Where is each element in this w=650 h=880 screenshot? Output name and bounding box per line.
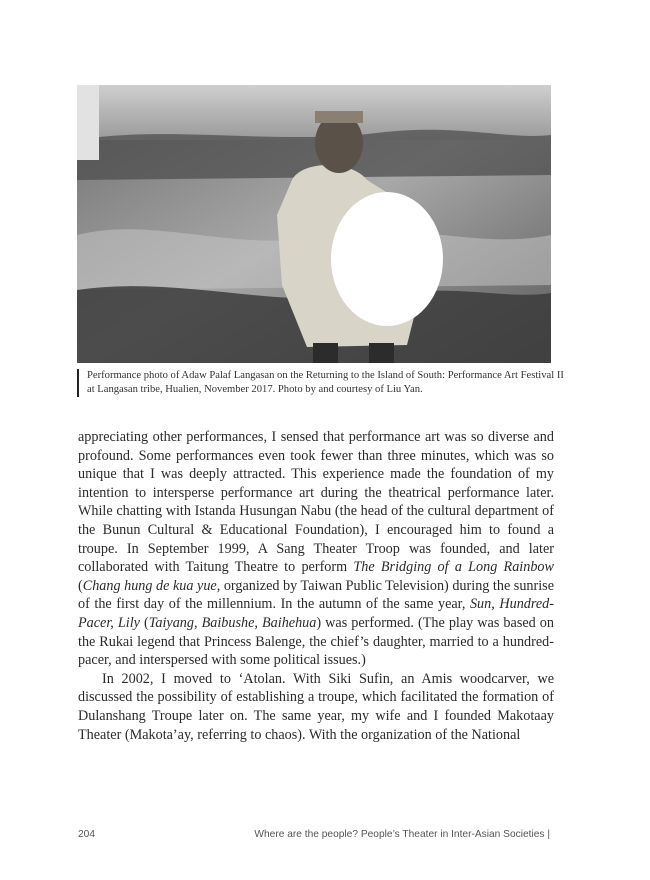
figure-caption: Performance photo of Adaw Palaf Langasan on the Returning to the Island of South: Performance Art Festival II at Langasan tribe, Hualien, November 2017. Photo by and courtesy of Liu Yan.	[77, 369, 565, 397]
title-sun-hundred-pacer-lily: Sun, Hundred-Pacer, Lily	[78, 596, 554, 631]
title-bridging-long-rainbow: The Bridging of a Long Rainbow	[353, 559, 554, 576]
title-chang-hung: Chang hung de kua yue	[82, 577, 217, 594]
running-title: Where are the people? People’s Theater in Inter-Asian Societies |	[254, 829, 550, 840]
body-text	[78, 428, 554, 744]
title-taiyang: Taiyang, Baibushe, Baihehua	[148, 614, 317, 631]
performance-photo	[77, 85, 551, 363]
paragraph-2: In 2002, I moved to ‘Atolan. With Siki Sufin, an Amis woodcarver, we discussed the possibility of establishing a troupe, which facilitated the formation of Dulanshang Troupe later on. The same year, my wife and I founded Makotaay Theater (Makota’ay, referring to chaos). With the organization of the National	[78, 670, 554, 743]
paragraph-1: appreciating other performances, I sensed that performance art was so diverse and profound. Some performances even took fewer than three minutes, which was so unique that I was deeply attracted. This experience made the foundation of my intention to intersperse performance art during the theatrical performance later. While chatting with Istanda Husungan Nabu (the head of the cultural department of the Bunun Cultural & Educational Foundation), I encouraged him to found a troupe. In September 1999, A Sang Theater Troop was founded, and later collaborated with Taitung Theatre to perform The Bridging of a Long Rainbow (Chang hung de kua yue, organized by Taiwan Public Television) during the sunrise of the first day of the millennium. In the autumn of the same year, Sun, Hundred-Pacer, Lily (Taiyang, Baibushe, Baihehua) was performed. (The play was based on the Rukai legend that Princess Balenge, the chief’s daughter, married to a hundred-pacer, and interspersed with some political issues.)	[78, 429, 554, 669]
page-number: 204	[78, 829, 95, 840]
